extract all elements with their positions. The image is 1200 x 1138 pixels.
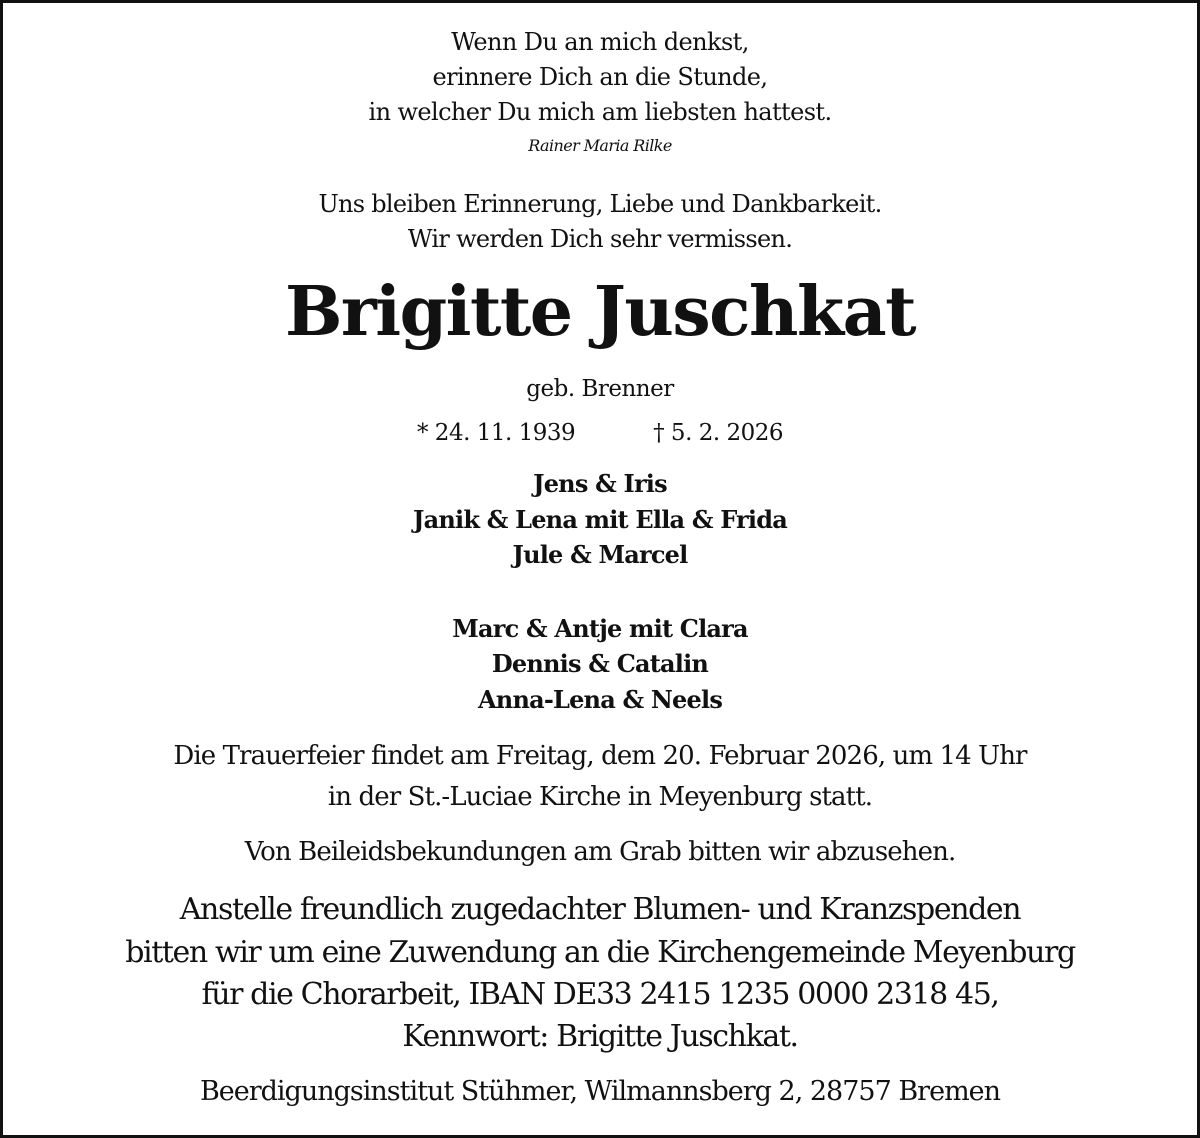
quote-author: Rainer Maria Rilke: [528, 136, 672, 155]
mourner-line: Dennis & Catalin: [491, 649, 709, 678]
quote-line: Wenn Du an mich denkst,: [451, 28, 749, 56]
donation-line: Kennwort: Brigitte Juschkat.: [402, 1019, 798, 1054]
birth-date: * 24. 11. 1939: [417, 420, 576, 446]
donation-line: für die Chorarbeit, IBAN DE33 2415 1235 0000 2318 45,: [201, 977, 999, 1012]
deceased-name: Brigitte Juschkat: [284, 272, 916, 352]
intro-line: Uns bleiben Erinnerung, Liebe und Dankbarkeit.: [318, 190, 882, 218]
intro-line: Wir werden Dich sehr vermissen.: [407, 225, 793, 253]
life-dates: [0, 420, 1200, 446]
condolence-note: Von Beileidsbekundungen am Grab bitten wir abzusehen.: [244, 837, 956, 867]
funeral-line: in der St.-Luciae Kirche in Meyenburg statt.: [327, 782, 873, 812]
funeral-line: Die Trauerfeier findet am Freitag, dem 20. Februar 2026, um 14 Uhr: [173, 741, 1027, 771]
quote-line: in welcher Du mich am liebsten hattest.: [368, 98, 832, 126]
mourner-line: Janik & Lena mit Ella & Frida: [413, 505, 787, 534]
quote-line: erinnere Dich an die Stunde,: [432, 63, 768, 91]
mourner-line: Jens & Iris: [533, 469, 667, 498]
donation-line: bitten wir um eine Zuwendung an die Kirchengemeinde Meyenburg: [125, 935, 1075, 970]
maiden-name: geb. Brenner: [526, 376, 674, 402]
mourner-line: Marc & Antje mit Clara: [452, 614, 748, 643]
undertaker-address: Beerdigungsinstitut Stühmer, Wilmannsberg 2, 28757 Bremen: [199, 1076, 1001, 1107]
donation-line: Anstelle freundlich zugedachter Blumen- und Kranzspenden: [179, 892, 1021, 927]
mourner-line: Jule & Marcel: [512, 540, 688, 569]
mourner-line: Anna-Lena & Neels: [477, 685, 723, 714]
death-date: † 5. 2. 2026: [653, 420, 783, 446]
